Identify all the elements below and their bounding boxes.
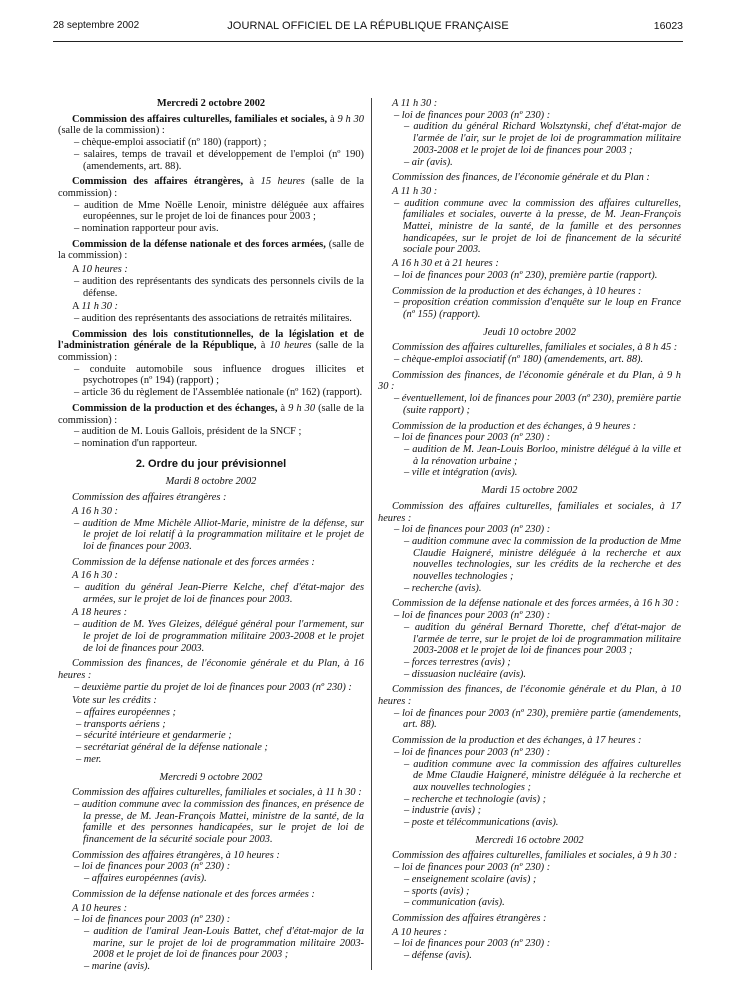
room-note: (salle de la commission) :	[58, 340, 364, 364]
session-time: A 16 h 30 et à 21 heures :	[392, 258, 499, 270]
agenda-item: – nomination rapporteur pour avis.	[61, 223, 364, 235]
commission-entry: Commission des affaires culturelles, familiales et sociales, à 9 h 30 :	[392, 850, 678, 862]
agenda-subitem: – audition de M. Jean-Louis Borloo, ministre délégué à la ville et à la rénovation urbaine ;	[381, 444, 681, 467]
agenda-item: – audition du général Jean-Pierre Kelche, chef d'état-major des armées, sur le projet de loi de finances pour 2003.	[61, 582, 364, 605]
agenda-item: – loi de finances pour 2003 (nº 230) :	[381, 747, 681, 759]
commission-name: Commission des affaires culturelles, familiales et sociales,	[72, 113, 328, 125]
agenda-item: – loi de finances pour 2003 (nº 230) :	[381, 432, 681, 444]
commission-entry: Commission de la défense nationale et des forces armées :	[72, 556, 315, 568]
agenda-item: – audition de M. Louis Gallois, président de la SNCF ;	[61, 426, 364, 438]
commission-entry: Commission des affaires culturelles, familiales et sociales, à 11 h 30 :	[72, 787, 362, 799]
agenda-subitem: – audition commune avec la commission des affaires culturelles de Mme Claudie Haigneré, ministre déléguée à la recherche et aux nouvelles technologies ;	[381, 759, 681, 794]
agenda-subitem: – air (avis).	[381, 157, 681, 169]
left-column	[58, 98, 364, 973]
vote-label: Vote sur les crédits :	[72, 695, 157, 707]
commission-entry: Commission des affaires culturelles, familiales et sociales, à 17 heures :	[378, 500, 681, 524]
section-heading: 2. Ordre du jour prévisionnel	[135, 457, 287, 470]
session-time: A 16 h 30 :	[72, 505, 118, 517]
agenda-item: – chèque-emploi associatif (nº 180) (amendements, art. 88).	[381, 354, 681, 366]
header-rule	[53, 41, 683, 42]
agenda-subitem: – sports (avis) ;	[381, 886, 681, 898]
agenda-item: – audition de Mme Noëlle Lenoir, ministre déléguée aux affaires européennes, sur le projet de loi de finances pour 2003 ;	[61, 200, 364, 223]
agenda-item: – loi de finances pour 2003 (nº 230) :	[61, 861, 364, 873]
agenda-item: – audition commune avec la commission des affaires culturelles, familiales et sociales, ouverte à la presse, de M. Jean-François Mattei, ministre de la santé, de la famille et des personnes handicapées, sur le projet de loi de financement de la sécurité sociale pour 2003.	[381, 198, 681, 257]
agenda-item: – proposition création commission d'enquête sur le loup en France (nº 155) (rapport).	[381, 297, 681, 320]
day-heading: Mercredi 9 octobre 2002	[159, 771, 263, 783]
agenda-item: – conduite automobile sous influence drogues illicites et psychotropes (nº 194) (rapport) ;	[61, 364, 364, 387]
header-date: 28 septembre 2002	[53, 20, 140, 31]
vote-item: – sécurité intérieure et gendarmerie ;	[61, 730, 364, 742]
agenda-item: – audition des représentants des syndicats des personnels civils de la défense.	[61, 276, 364, 299]
session-time: 10 heures	[269, 340, 312, 352]
session-time: A 10 heures :	[72, 902, 128, 914]
agenda-item: – loi de finances pour 2003 (nº 230) :	[381, 938, 681, 950]
session-time: 9 h 30	[337, 113, 365, 125]
agenda-subitem: – communication (avis).	[381, 897, 681, 909]
day-heading: Jeudi 10 octobre 2002	[483, 326, 576, 338]
day-heading: Mercredi 2 octobre 2002	[156, 98, 266, 109]
commission-entry: Commission des finances, de l'économie générale et du Plan, à 9 h 30 :	[378, 369, 681, 393]
page-number: 16023	[653, 20, 683, 32]
running-header	[53, 20, 683, 36]
agenda-item: – loi de finances pour 2003 (nº 230) :	[381, 110, 681, 122]
commission-name: Commission des lois constitutionnelles, de la législation et de l'administration générale de la République,	[58, 328, 364, 352]
session-time: A 16 h 30 :	[72, 570, 118, 582]
session-time: 15 heures	[260, 176, 305, 188]
commission-name: Commission de la production et des échanges,	[72, 402, 278, 414]
connector: à	[277, 402, 289, 414]
session-time: A 10 heures :	[392, 926, 448, 938]
commission-entry: Commission de la défense nationale et des forces armées :	[72, 888, 315, 900]
session-time	[58, 301, 364, 313]
agenda-item: – loi de finances pour 2003 (nº 230), première partie (amendements, art. 88).	[381, 708, 681, 731]
commission-entry	[58, 329, 364, 364]
commission-name: Commission de la défense nationale et des forces armées,	[72, 238, 326, 250]
agenda-subitem: – défense (avis).	[381, 950, 681, 962]
agenda-item: – article 36 du règlement de l'Assemblée nationale (nº 162) (rapport).	[61, 387, 364, 399]
commission-entry: Commission des finances, de l'économie générale et du Plan, à 16 heures :	[58, 658, 364, 681]
agenda-item: – chèque-emploi associatif (nº 180) (rapport) ;	[61, 137, 364, 149]
agenda-item: – loi de finances pour 2003 (nº 230), première partie (rapport).	[381, 270, 681, 282]
agenda-item: – audition commune avec la commission des finances, en présence de la presse, de M. Jean-François Mattei, ministre de la santé, de la famille et des personnes handicapées, sur le projet de loi de financement de la sécurité sociale pour 2003.	[61, 799, 364, 846]
room-note: (salle de la commission) :	[58, 125, 165, 137]
agenda-item: – audition de M. Yves Gleizes, délégué général pour l'armement, sur le projet de loi de programmation militaire 2003-2008 et le projet de loi de finances pour 2003.	[61, 619, 364, 654]
time-value: 11 h 30 :	[81, 301, 118, 313]
vote-item: – secrétariat général de la défense nationale ;	[61, 742, 364, 754]
right-column	[378, 98, 681, 962]
agenda-subitem: – audition de l'amiral Jean-Louis Battet, chef d'état-major de la marine, sur le projet de loi de programmation militaire 2003-2008 et le projet de loi de finances pour 2003 ;	[61, 926, 364, 961]
commission-entry: Commission de la production et des échanges, à 17 heures :	[392, 735, 642, 747]
commission-entry: Commission des finances, de l'économie générale et du Plan :	[392, 172, 650, 184]
commission-entry: Commission des affaires culturelles, familiales et sociales, à 8 h 45 :	[392, 342, 678, 354]
session-time: A 18 heures :	[72, 607, 128, 619]
agenda-item: – nomination d'un rapporteur.	[61, 438, 364, 450]
commission-name: Commission des affaires étrangères,	[72, 176, 244, 188]
agenda-subitem: – audition du général Bernard Thorette, chef d'état-major de l'armée de terre, sur le projet de loi de programmation militaire 2003-2008 et le projet de loi de finances pour 2003 ;	[381, 622, 681, 657]
agenda-subitem: – ville et intégration (avis).	[381, 467, 681, 479]
journal-title: JOURNAL OFFICIEL DE LA RÉPUBLIQUE FRANÇAISE	[227, 20, 509, 32]
commission-entry	[58, 239, 364, 262]
agenda-item: – loi de finances pour 2003 (nº 230) :	[61, 914, 364, 926]
session-time: 9 h 30	[288, 402, 316, 414]
agenda-item: – audition de Mme Michèle Alliot-Marie, ministre de la défense, sur le projet de loi relatif à la programmation militaire et le projet de loi de finances pour 2003.	[61, 518, 364, 553]
agenda-subitem: – audition commune avec la commission de la production de Mme Claudie Haigneré, ministre déléguée à la recherche et aux nouvelles technologies, sur les crédits de la recherche et des nouvelles technologies ;	[381, 536, 681, 583]
day-heading: Mardi 15 octobre 2002	[481, 485, 578, 497]
connector: à	[243, 176, 261, 188]
commission-entry: Commission de la production et des échanges, à 9 heures :	[392, 420, 637, 432]
agenda-subitem: – enseignement scolaire (avis) ;	[381, 874, 681, 886]
commission-entry: Commission des finances, de l'économie générale et du Plan, à 10 heures :	[378, 684, 681, 708]
commission-entry	[58, 114, 364, 137]
time-prefix: A	[72, 301, 82, 313]
agenda-subitem: – recherche et technologie (avis) ;	[381, 794, 681, 806]
agenda-item: – audition des représentants des associations de retraités militaires.	[61, 313, 364, 325]
room-note: (salle de la commission) :	[58, 176, 365, 199]
connector: à	[256, 340, 270, 352]
time-value: 10 heures :	[81, 264, 128, 276]
commission-entry: Commission des affaires étrangères :	[392, 913, 547, 924]
room-note: (salle de la commission) :	[58, 238, 364, 262]
column-divider	[371, 98, 372, 970]
vote-item: – transports aériens ;	[61, 719, 364, 731]
session-time	[58, 264, 364, 276]
agenda-subitem: – recherche (avis).	[381, 583, 681, 595]
time-prefix: A	[72, 264, 82, 276]
agenda-item: – salaires, temps de travail et développement de l'emploi (nº 190) (amendements, art. 88).	[61, 149, 364, 172]
agenda-subitem: – forces terrestres (avis) ;	[381, 657, 681, 669]
session-time: A 11 h 30 :	[392, 98, 438, 109]
agenda-item: – deuxième partie du projet de loi de finances pour 2003 (nº 230) :	[61, 682, 364, 694]
agenda-item: – éventuellement, loi de finances pour 2003 (nº 230), première partie (suite rapport) ;	[381, 393, 681, 416]
commission-entry: Commission de la défense nationale et des forces armées, à 16 h 30 :	[392, 598, 680, 610]
commission-entry	[58, 176, 364, 199]
day-heading: Mercredi 16 octobre 2002	[475, 834, 584, 846]
room-note: (salle de la commission) :	[58, 402, 364, 426]
day-heading: Mardi 8 octobre 2002	[165, 476, 257, 488]
commission-entry: Commission des affaires étrangères :	[72, 492, 227, 504]
session-time: A 11 h 30 :	[392, 185, 438, 197]
vote-item: – mer.	[61, 754, 364, 766]
agenda-subitem: – dissuasion nucléaire (avis).	[381, 669, 681, 681]
commission-entry	[58, 403, 364, 426]
agenda-subitem: – audition du général Richard Wolsztynski, chef d'état-major de l'armée de l'air, sur le projet de loi de programmation militaire 2003-2008 et le projet de loi de finances pour 2003 ;	[381, 121, 681, 156]
agenda-subitem: – poste et télécommunications (avis).	[381, 817, 681, 829]
commission-entry: Commission de la production et des échanges, à 10 heures :	[392, 285, 642, 297]
agenda-item: – loi de finances pour 2003 (nº 230) :	[381, 610, 681, 622]
connector: à	[327, 113, 338, 125]
commission-entry: Commission des affaires étrangères, à 10 heures :	[72, 849, 280, 861]
agenda-item: – loi de finances pour 2003 (nº 230) :	[381, 524, 681, 536]
agenda-item: – loi de finances pour 2003 (nº 230) :	[381, 862, 681, 874]
agenda-subitem: – affaires européennes (avis).	[61, 873, 364, 885]
agenda-subitem: – industrie (avis) ;	[381, 805, 681, 817]
agenda-subitem: – marine (avis).	[61, 961, 364, 973]
vote-item: – affaires européennes ;	[61, 707, 364, 719]
